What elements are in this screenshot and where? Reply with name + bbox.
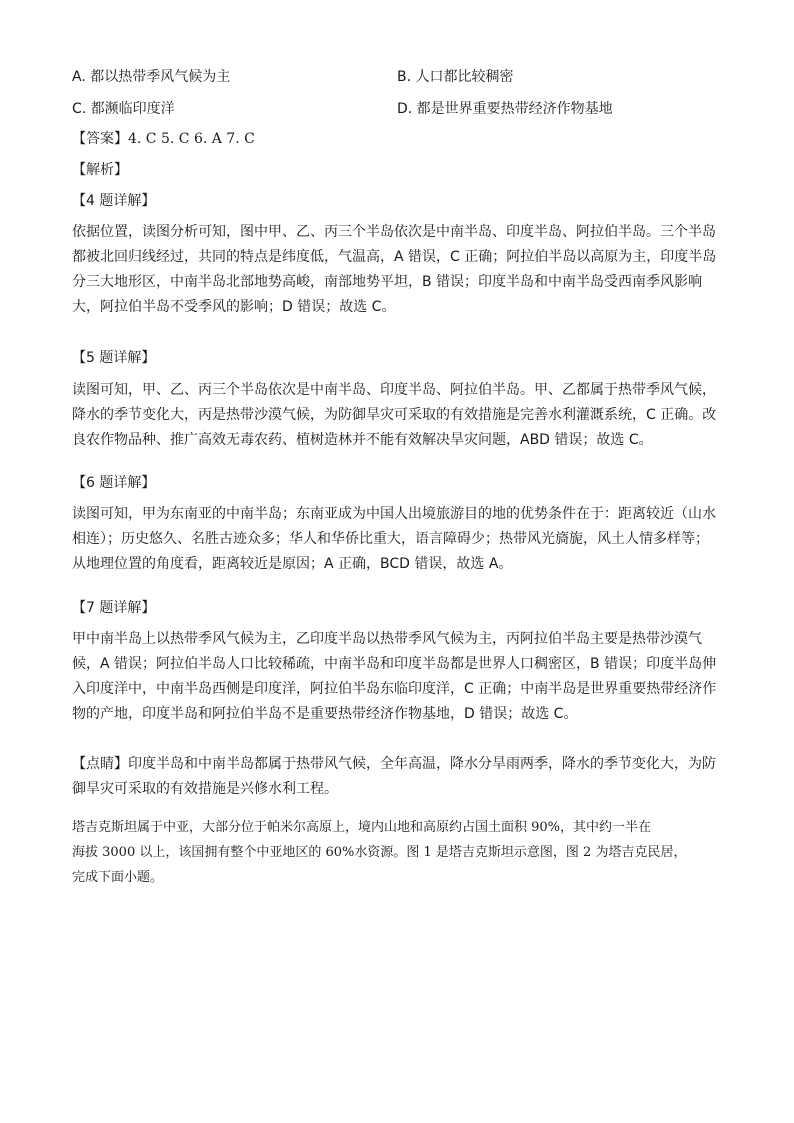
q6-line: 读图可知，甲为东南亚的中南半岛；东南亚成为中国人出境旅游目的地的优势条件在于：距离较近（山水 [72, 506, 716, 522]
answer-line [72, 129, 255, 149]
option-a: A. 都以热带季风气候为主 [72, 69, 231, 85]
highlight-line-1 [72, 752, 724, 777]
option-b: B. 人口都比较稠密 [397, 69, 514, 85]
option-c: C. 都濒临印度洋 [72, 101, 175, 117]
intro-line: 塔吉克斯坦属于中亚，大部分位于帕米尔高原上，境内山地和高原约占国土面积 90%，其中约一半在 [72, 820, 652, 835]
q5-line: 读图可知，甲、乙、丙三个半岛依次是中南半岛、印度半岛、阿拉伯半岛。甲、乙都属于热带季风气候， [72, 382, 716, 398]
highlight-paragraph [72, 752, 724, 802]
q6-line: 相连）；历史悠久、名胜古迹众多；华人和华侨比重大，语言障碍少；热带风光旖旎，风土人情多样等； [72, 531, 709, 547]
answer-values: 4. C 5. C 6. A 7. C [128, 131, 255, 147]
analysis-label: 【解析】 [72, 162, 128, 178]
q7-line: 甲中南半岛上以热带季风气候为主，乙印度半岛以热带季风气候为主，丙阿拉伯半岛主要是热带沙漠气 [72, 631, 702, 647]
q5-line: 良农作物品种、推广高效无毒农药、植树造林并不能有效解决旱灾问题，ABD 错误；故选 C。 [72, 432, 653, 448]
answer-label: 【答案】 [72, 131, 128, 147]
q7-line: 入印度洋中，中南半岛西侧是印度洋，阿拉伯半岛东临印度洋，C 正确；中南半岛是世界重要热带经济作 [72, 681, 717, 697]
q6-line: 从地理位置的角度看，距离较近是原因；A 正确，BCD 错误，故选 A。 [72, 556, 513, 572]
q7-line: 候，A 错误；阿拉伯半岛人口比较稀疏，中南半岛和印度半岛都是世界人口稠密区，B 错误；印度半岛伸 [72, 656, 717, 672]
q7-paragraph [72, 627, 724, 727]
option-d: D. 都是世界重要热带经济作物基地 [397, 101, 613, 117]
q5-heading: 【5 题详解】 [72, 350, 156, 366]
q5-paragraph [72, 378, 724, 453]
q4-line: 都被北回归线经过，共同的特点是纬度低，气温高，A 错误，C 正确；阿拉伯半岛以高原为主，印度半岛 [72, 249, 717, 265]
q4-line: 分三大地形区，中南半岛北部地势高峻，南部地势平坦，B 错误；印度半岛和中南半岛受西南季风影响 [72, 274, 703, 290]
intro-paragraph [72, 815, 724, 890]
q4-paragraph [72, 220, 724, 320]
q6-paragraph [72, 502, 724, 577]
q7-line: 物的产地，印度半岛和阿拉伯半岛不是重要热带经济作物基地，D 错误；故选 C。 [72, 706, 578, 722]
q4-line: 依据位置，读图分析可知，图中甲、乙、丙三个半岛依次是中南半岛、印度半岛、阿拉伯半岛。三个半岛 [72, 224, 716, 240]
q4-line: 大，阿拉伯半岛不受季风的影响；D 错误；故选 C。 [72, 299, 396, 315]
intro-line: 海拔 3000 以上，该国拥有整个中亚地区的 60%水资源。图 1 是塔吉克斯坦示意图，图 2 为塔吉克民居， [72, 845, 687, 860]
highlight-line-2: 御旱灾可采取的有效措施是兴修水利工程。 [72, 781, 338, 797]
intro-line: 完成下面小题。 [72, 870, 164, 885]
q6-heading: 【6 题详解】 [72, 475, 156, 491]
q7-heading: 【7 题详解】 [72, 600, 156, 616]
q5-line: 降水的季节变化大，丙是热带沙漠气候，为防御旱灾可采取的有效措施是完善水利灌溉系统，C 正确。改 [72, 407, 717, 423]
highlight-label: 【点睛】 [72, 756, 128, 772]
highlight-text: 印度半岛和中南半岛都属于热带风气候，全年高温，降水分旱雨两季，降水的季节变化大，为防 [128, 756, 716, 772]
q4-heading: 【4 题详解】 [72, 193, 156, 209]
